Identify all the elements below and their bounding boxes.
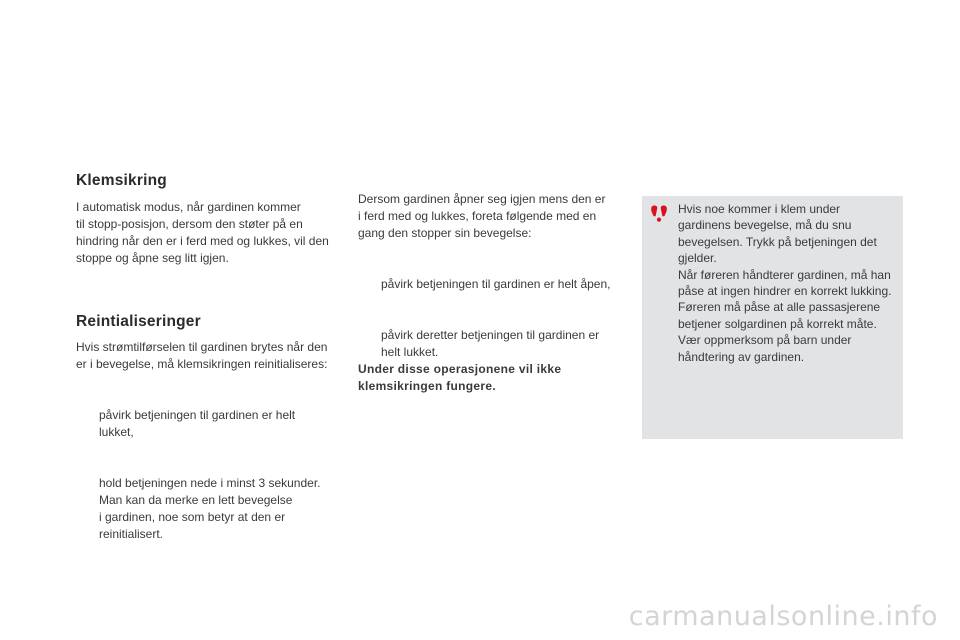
list-item-text: påvirk betjeningen til gardinen er helt lukket, [99, 408, 296, 439]
warning-exclamation-icon [648, 202, 670, 224]
list-item [358, 293, 626, 361]
list-item [358, 242, 626, 293]
list-item-text: påvirk deretter betjeningen til gardinen er helt lukket. [381, 328, 600, 359]
list-item [76, 373, 344, 441]
list-item [76, 441, 344, 543]
reopen-bullet-list [358, 242, 626, 361]
left-column [76, 168, 344, 543]
watermark: carmanualsonline.info [628, 601, 938, 632]
section-heading-reinitialisering: Reintialiseringer [76, 313, 201, 330]
section-heading-klemsikring: Klemsikring [76, 172, 167, 189]
list-item-text: hold betjeningen nede i minst 3 sekunder. Man kan da merke en lett bevegelse i gardinen, noe som betyr at den er reinitialisert. [99, 476, 321, 541]
reinit-intro-paragraph: Hvis strømtilførselen til gardinen brytes når den er i bevegelse, må klemsikringen reinitialiseres: [76, 340, 328, 371]
warning-text: Hvis noe kommer i klem under gardinens bevegelse, må du snu bevegelsen. Trykk på betjeningen det gjelder. Når føreren håndterer gardinen, må han påse at ingen hindrer en korrekt lukking. Føreren må påse at alle passasjerene betjener solgardinen på korrekt måte. Vær oppmerksom på barn under håndtering av gardinen. [678, 202, 892, 364]
reopen-note: Under disse operasjonene vil ikke klemsikringen fungere. [358, 362, 562, 393]
reinit-bullet-list [76, 373, 344, 543]
list-item-text: påvirk betjeningen til gardinen er helt åpen, [381, 277, 611, 291]
middle-column [358, 191, 626, 395]
reopen-intro-paragraph: Dersom gardinen åpner seg igjen mens den er i ferd med og lukkes, foreta følgende med en gang den stopper sin bevegelse: [358, 192, 606, 240]
klemsikring-paragraph: I automatisk modus, når gardinen kommer til stopp-posisjon, dersom den støter på en hindring når den er i ferd med og lukkes, vil den stoppe og åpne seg litt igjen. [76, 200, 329, 265]
